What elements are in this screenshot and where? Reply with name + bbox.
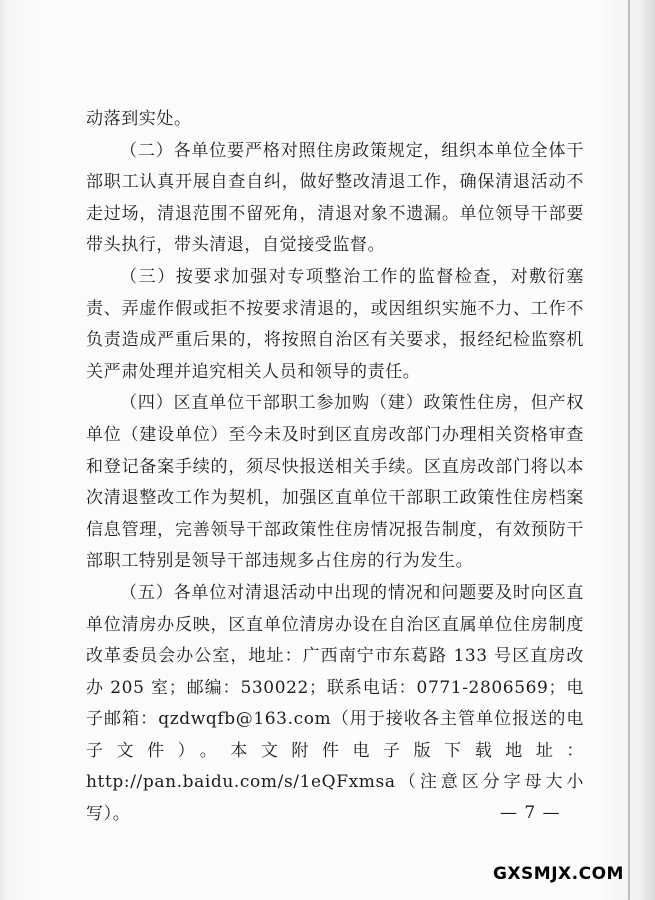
paragraph-four: （四）区直单位干部职工参加购（建）政策性住房，但产权单位（建设单位）至今未及时到区直房改部门办理相关资格审查和登记备案手续的，须尽快报送相关手续。区直房改部门将以本次清退整改工作为契机，加强区直单位干部职工政策性住房档案信息管理，完善领导干部政策性住房情况报告制度，有效预防干部职工特别是领导干部违规多占住房的行为发生。 [86,393,584,572]
document-body [86,104,584,831]
paragraph-two: （二）各单位要严格对照住房政策规定，组织本单位全体干部职工认真开展自查自纠，做好整改清退工作，确保清退活动不走过场，清退范围不留死角，清退对象不遗漏。单位领导干部要带头执行，带头清退，自觉接受监督。 [86,140,584,256]
site-watermark: GXSMJX.COM [493,864,624,884]
paragraph-five: （五）各单位对清退活动中出现的情况和问题要及时向区直单位清房办反映，区直单位清房办设在自治区直属单位住房制度改革委员会办公室，地址：广西南宁市东葛路 133 号区直房改办 205 室；邮编：530022；联系电话：0771-2806569；电子邮箱：qzdwqfb@163.com（用于接收各主管单位报送的电子文件）。本文附件电子版下载地址：http://pan.baidu.com/s/1eQFxmsa（注意区分字母大小写）。 [86,582,584,825]
paragraph-continuation: 动落到实处。 [86,109,192,129]
page-edge-shadow [628,0,630,900]
paragraph-three: （三）按要求加强对专项整治工作的监督检查，对敷衍塞责、弄虚作假或拒不按要求清退的，或因组织实施不力、工作不负责造成严重后果的，将按照自治区有关要求，报经纪检监察机关严肃处理并追究相关人员和领导的责任。 [86,266,584,382]
page-number: — 7 — [500,803,561,823]
